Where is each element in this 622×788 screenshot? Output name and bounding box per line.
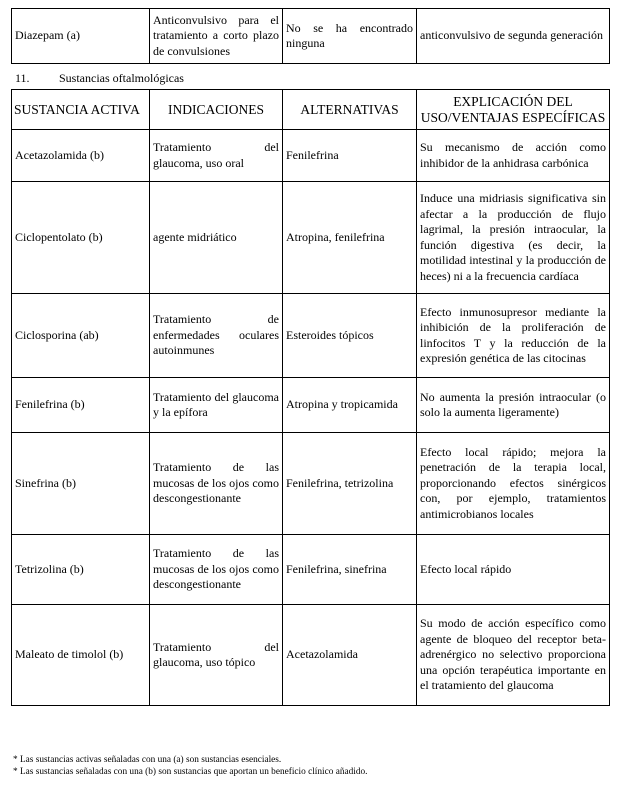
alternatives-cell: Esteroides tópicos [283,294,417,378]
section-number: 11. [15,71,30,85]
alternatives-cell: Atropina, fenilefrina [283,182,417,294]
explanation-cell: Efecto inmunosupresor mediante la inhibición de la proliferación de linfocitos T y la reducción de la expresión genética de las citocinas [417,294,610,378]
table-row [12,605,610,706]
footnote: * Las sustancias señaladas con una (b) son sustancias que aportan un beneficio clínico añadido. [13,767,368,777]
previous-section-table [11,8,610,64]
footnote: * Las sustancias activas señaladas con una (a) son sustancias esenciales. [13,755,282,765]
indications-cell: Tratamiento del glaucoma, uso tópico [150,605,283,706]
header-indications: INDICACIONES [150,90,283,130]
substance-cell: Sinefrina (b) [12,433,150,535]
indications-cell: Tratamiento del glaucoma, uso oral [150,130,283,182]
indications-cell: Tratamiento de enfermedades oculares autoinmunes [150,294,283,378]
footnotes [13,754,367,778]
table-row [12,294,610,378]
explanation-cell: Su modo de acción específico como agente de bloqueo del receptor beta- adrenérgico no selectivo proporciona una opción terapéutica importante en el tratamiento del glaucoma [417,605,610,706]
alternatives-cell: Fenilefrina [283,130,417,182]
header-explanation: EXPLICACIÓN DEL USO/VENTAJAS ESPECÍFICAS [417,90,610,130]
indications-cell: agente midriático [150,182,283,294]
indications-cell: Anticonvulsivo para el tratamiento a corto plazo de convulsiones [150,9,283,64]
substance-cell: Ciclosporina (ab) [12,294,150,378]
explanation-cell: Induce una midriasis significativa sin afectar a la producción de flujo lagrimal, la presión intraocular, la función digestiva (es decir, la motilidad intestinal y la producción de heces) ni a la frecuencia cardíaca [417,182,610,294]
table-header-row [12,90,610,130]
substance-cell: Maleato de timolol (b) [12,605,150,706]
table-row [12,378,610,433]
explanation-cell: Efecto local rápido; mejora la penetración de la terapia local, proporcionando efectos sinérgicos con, por ejemplo, tratamientos antimicrobianos locales [417,433,610,535]
table-row [12,9,610,64]
header-substance: SUSTANCIA ACTIVA [12,90,150,130]
ophthalmic-substances-table [11,89,610,706]
substance-cell: Tetrizolina (b) [12,535,150,605]
substance-cell: Diazepam (a) [12,9,150,64]
table-row [12,433,610,535]
section-heading [15,71,184,86]
alternatives-cell: Acetazolamida [283,605,417,706]
table-row [12,130,610,182]
alternatives-cell: No se ha encontrado ninguna [283,9,417,64]
substance-cell: Ciclopentolato (b) [12,182,150,294]
indications-cell: Tratamiento de las mucosas de los ojos como descongestionante [150,535,283,605]
header-alternatives: ALTERNATIVAS [283,90,417,130]
indications-cell: Tratamiento de las mucosas de los ojos como descongestionante [150,433,283,535]
section-title: Sustancias oftalmológicas [59,71,184,85]
explanation-cell: anticonvulsivo de segunda generación [417,9,610,64]
table-row [12,535,610,605]
substance-cell: Fenilefrina (b) [12,378,150,433]
alternatives-cell: Atropina y tropicamida [283,378,417,433]
explanation-cell: No aumenta la presión intraocular (o solo la aumenta ligeramente) [417,378,610,433]
table-row [12,182,610,294]
explanation-cell: Su mecanismo de acción como inhibidor de la anhidrasa carbónica [417,130,610,182]
indications-cell: Tratamiento del glaucoma y la epífora [150,378,283,433]
substance-cell: Acetazolamida (b) [12,130,150,182]
alternatives-cell: Fenilefrina, tetrizolina [283,433,417,535]
explanation-cell: Efecto local rápido [417,535,610,605]
alternatives-cell: Fenilefrina, sinefrina [283,535,417,605]
